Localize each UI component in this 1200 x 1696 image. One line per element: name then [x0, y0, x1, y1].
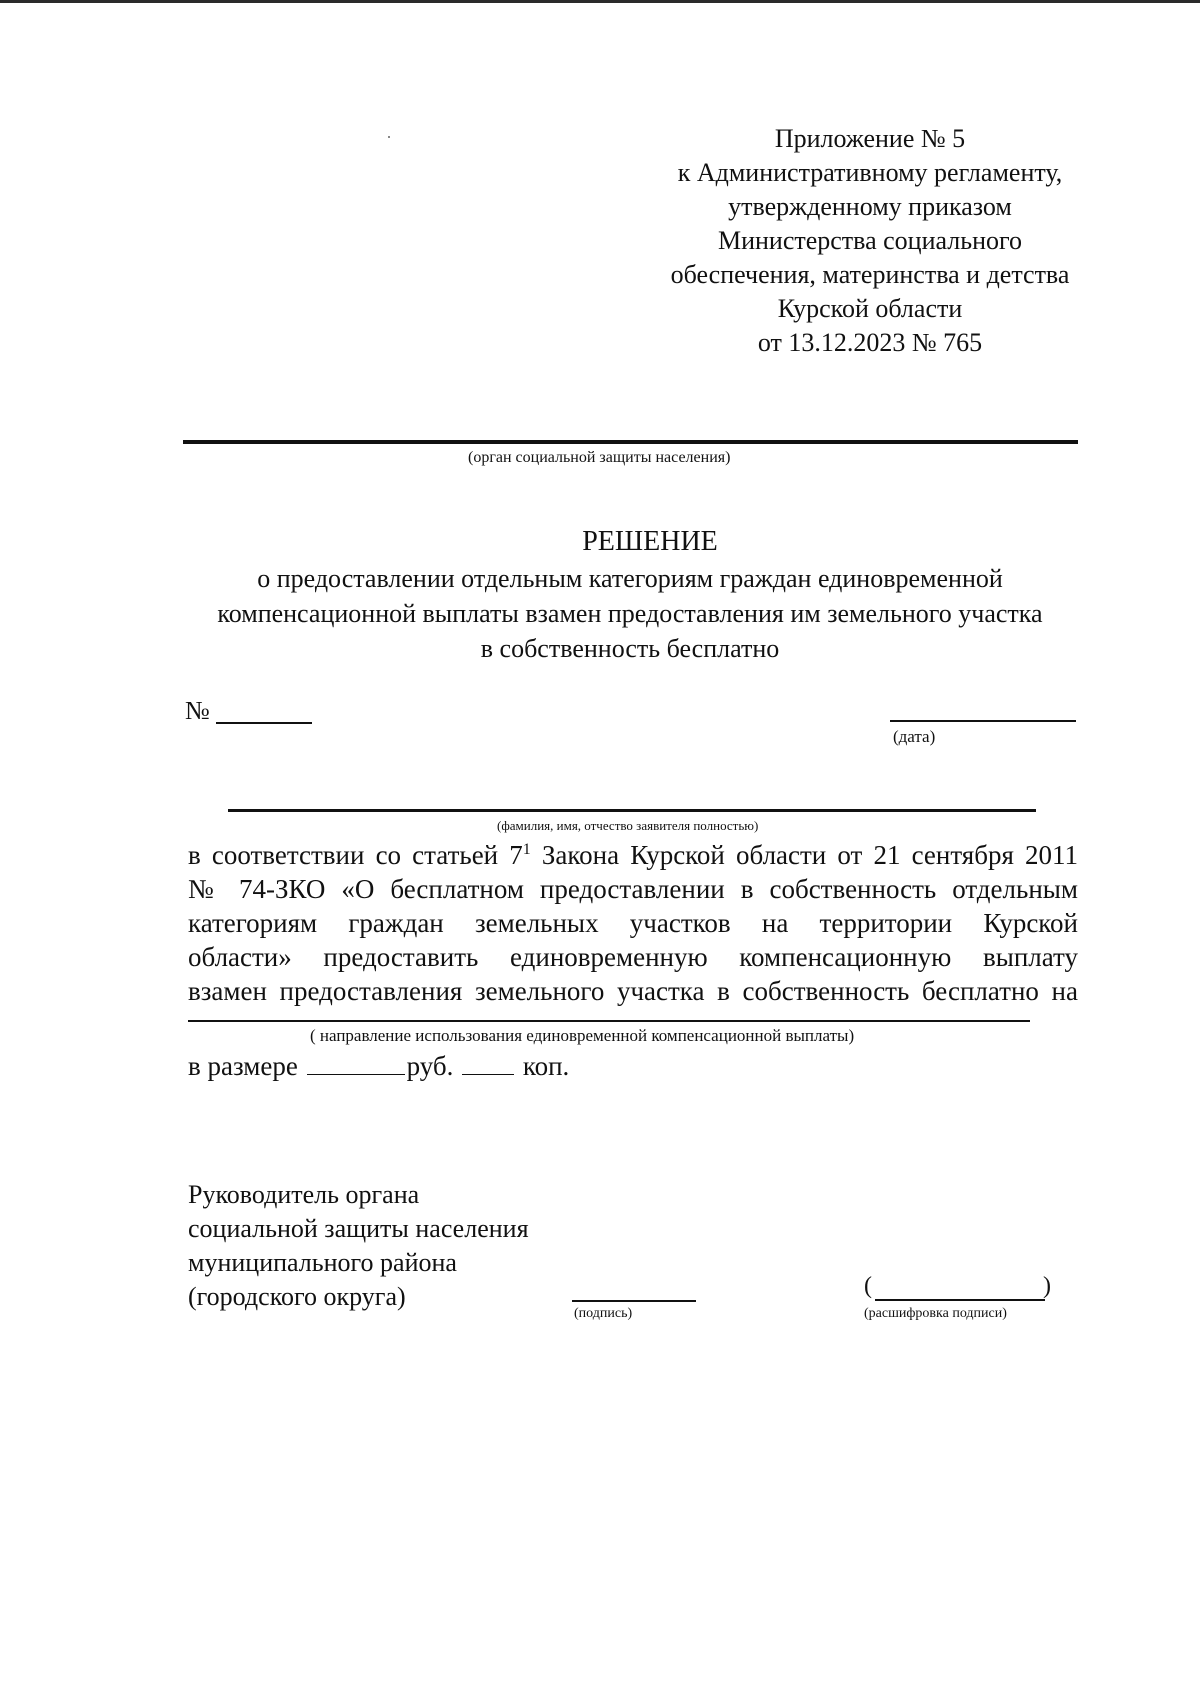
article-superscript: 1 — [522, 841, 531, 858]
subtitle-line: в собственность бесплатно — [480, 634, 780, 663]
appendix-line: Приложение № 5 — [774, 124, 966, 153]
body-text: в соответствии со статьей 7 — [188, 840, 523, 870]
decision-title: РЕШЕНИЕ — [582, 526, 718, 557]
appendix-line: обеспечения, материнства и детства — [670, 260, 1070, 289]
body-line-2: № 74-ЗКО «О бесплатном предоставлении в собственность отдельным — [188, 874, 1078, 904]
body-line-4: области» предоставить единовременную компенсационную выплату — [188, 942, 1078, 972]
amount-line — [188, 1051, 569, 1082]
date-caption: (дата) — [893, 727, 936, 746]
kop-label: коп. — [522, 1051, 570, 1081]
signer-position — [188, 1178, 529, 1314]
appendix-line: к Административному регламенту, — [677, 158, 1063, 187]
date-field-line[interactable] — [890, 720, 1076, 722]
decision-subtitle — [160, 561, 1100, 666]
subtitle-line: компенсационной выплаты взамен предоставления им земельного участка — [217, 599, 1043, 628]
subtitle-line: о предоставлении отдельным категориям граждан единовременной — [257, 564, 1003, 593]
rub-label: руб. — [406, 1051, 454, 1081]
signer-line: Руководитель органа — [188, 1180, 420, 1209]
organ-field-line[interactable] — [183, 440, 1078, 444]
direction-field-line[interactable] — [188, 1020, 1030, 1022]
applicant-caption: (фамилия, имя, отчество заявителя полностью) — [497, 818, 759, 833]
signer-line: (городского округа) — [188, 1282, 406, 1311]
decode-close-paren: ) — [1043, 1273, 1051, 1299]
signature-decode-caption: (расшифровка подписи) — [864, 1306, 1007, 1321]
appendix-line: от 13.12.2023 № 765 — [757, 328, 983, 357]
scan-speck — [388, 136, 390, 138]
body-line-3: категориям граждан земельных участков на территории Курской — [188, 908, 1078, 938]
scan-top-edge — [0, 0, 1200, 3]
body-line-1 — [188, 840, 1078, 871]
signer-line: муниципального района — [188, 1248, 457, 1277]
applicant-field-line[interactable] — [228, 809, 1036, 812]
signature-field-line[interactable] — [572, 1300, 696, 1302]
appendix-line: Курской области — [777, 294, 963, 323]
signer-line: социальной защиты населения — [188, 1214, 529, 1243]
signature-caption: (подпись) — [574, 1306, 633, 1321]
signature-decode-field-line[interactable] — [875, 1299, 1045, 1301]
direction-caption: ( направление использования единовременной компенсационной выплаты) — [310, 1026, 855, 1045]
appendix-header — [630, 122, 1110, 360]
body-text: Закона Курской области от 21 сентября 2011 — [530, 840, 1078, 870]
decode-open-paren: ( — [864, 1273, 872, 1299]
decision-number-label: № — [185, 696, 210, 725]
rub-amount-field[interactable] — [307, 1052, 405, 1075]
kop-amount-field[interactable] — [462, 1052, 514, 1075]
amount-prefix: в размере — [188, 1051, 298, 1081]
decision-number-field[interactable] — [216, 722, 312, 724]
body-line-5: взамен предоставления земельного участка в собственность бесплатно на — [188, 976, 1078, 1006]
appendix-line: Министерства социального — [717, 226, 1023, 255]
appendix-line: утвержденному приказом — [728, 192, 1012, 221]
organ-caption: (орган социальной защиты населения) — [468, 449, 731, 466]
